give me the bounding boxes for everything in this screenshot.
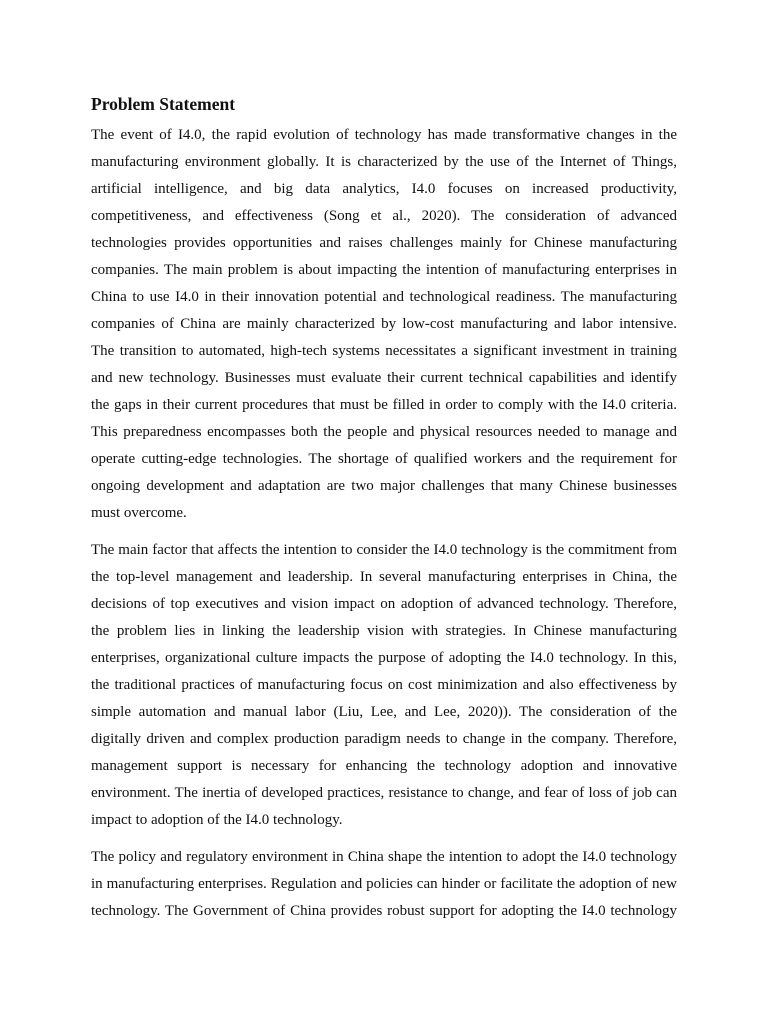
text-line: The policy and regulatory environment in China shape the intention to adopt the I4.0 technology [91,849,677,865]
text-line: The event of I4.0, the rapid evolution of technology has made transformative changes in the [91,127,677,143]
paragraph [91,537,677,834]
document-body [91,122,677,925]
text-line: ongoing development and adaptation are two major challenges that many Chinese businesses [91,478,677,494]
text-line: the gaps in their current procedures that must be filled in order to comply with the I4.0 criteria. [91,397,677,413]
text-line: in manufacturing enterprises. Regulation and policies can hinder or facilitate the adoption of new [91,876,677,892]
text-line: must overcome. [91,505,187,521]
paragraph [91,844,677,925]
text-line: China to use I4.0 in their innovation potential and technological readiness. The manufacturing [91,289,677,305]
text-line: technologies provides opportunities and raises challenges mainly for Chinese manufacturing [91,235,677,251]
text-line: artificial intelligence, and big data analytics, I4.0 focuses on increased productivity, [91,181,677,197]
text-line: companies of China are mainly characterized by low-cost manufacturing and labor intensive. [91,316,677,332]
text-line: enterprises, organizational culture impacts the purpose of adopting the I4.0 technology. In this, [91,650,677,666]
text-line: decisions of top executives and vision impact on adoption of advanced technology. Therefore, [91,596,677,612]
text-line: and new technology. Businesses must evaluate their current technical capabilities and identify [91,370,677,386]
text-line: companies. The main problem is about impacting the intention of manufacturing enterprises in [91,262,677,278]
text-line: the top-level management and leadership. In several manufacturing enterprises in China, the [91,569,677,585]
text-line: management support is necessary for enhancing the technology adoption and innovative [91,758,677,774]
text-line: simple automation and manual labor (Liu, Lee, and Lee, 2020)). The consideration of the [91,704,677,720]
paragraph [91,122,677,527]
text-line: manufacturing environment globally. It is characterized by the use of the Internet of Things, [91,154,677,170]
text-line: impact to adoption of the I4.0 technology. [91,812,343,828]
text-line: environment. The inertia of developed practices, resistance to change, and fear of loss of job can [91,785,677,801]
text-line: competitiveness, and effectiveness (Song et al., 2020). The consideration of advanced [91,208,677,224]
section-heading: Problem Statement [91,94,236,114]
text-line: This preparedness encompasses both the people and physical resources needed to manage and [91,424,677,440]
text-line: the problem lies in linking the leadership vision with strategies. In Chinese manufacturing [91,623,677,639]
text-line: the traditional practices of manufacturing focus on cost minimization and also effectiveness by [91,677,677,693]
text-line: digitally driven and complex production paradigm needs to change in the company. Therefore, [91,731,677,747]
text-line: technology. The Government of China provides robust support for adopting the I4.0 technology [91,903,677,919]
document-page [91,92,677,935]
text-line: The transition to automated, high-tech systems necessitates a significant investment in training [91,343,677,359]
text-line: operate cutting-edge technologies. The shortage of qualified workers and the requirement for [91,451,677,467]
text-line: The main factor that affects the intention to consider the I4.0 technology is the commitment from [91,542,677,558]
